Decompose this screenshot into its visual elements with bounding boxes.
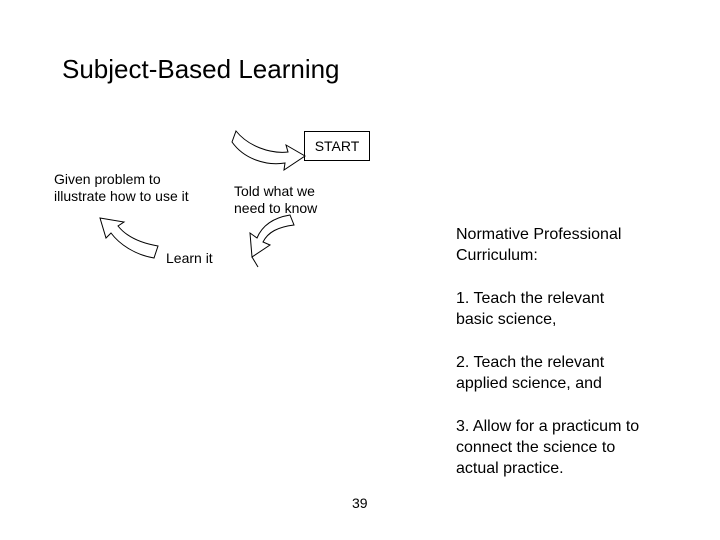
curriculum-panel (456, 224, 706, 501)
start-box: START (304, 131, 370, 161)
page-number: 39 (352, 495, 368, 511)
cycle-arrow-to-learn-icon (238, 212, 298, 270)
step-learn-it: Learn it (166, 250, 213, 266)
curriculum-item: 2. Teach the relevant applied science, and (456, 354, 605, 392)
curriculum-heading: Normative Professional Curriculum: (456, 226, 622, 264)
step-told-what-we-need: Told what we need to know (234, 183, 318, 216)
cycle-arrow-to-given-icon (96, 212, 166, 264)
curriculum-item: 1. Teach the relevant basic science, (456, 290, 605, 328)
slide-title: Subject-Based Learning (62, 54, 340, 84)
curriculum-item: 3. Allow for a practicum to connect the science to actual practice. (456, 418, 640, 477)
step-given-problem: Given problem to illustrate how to use it (54, 171, 189, 204)
cycle-arrow-to-start-icon (230, 126, 310, 174)
